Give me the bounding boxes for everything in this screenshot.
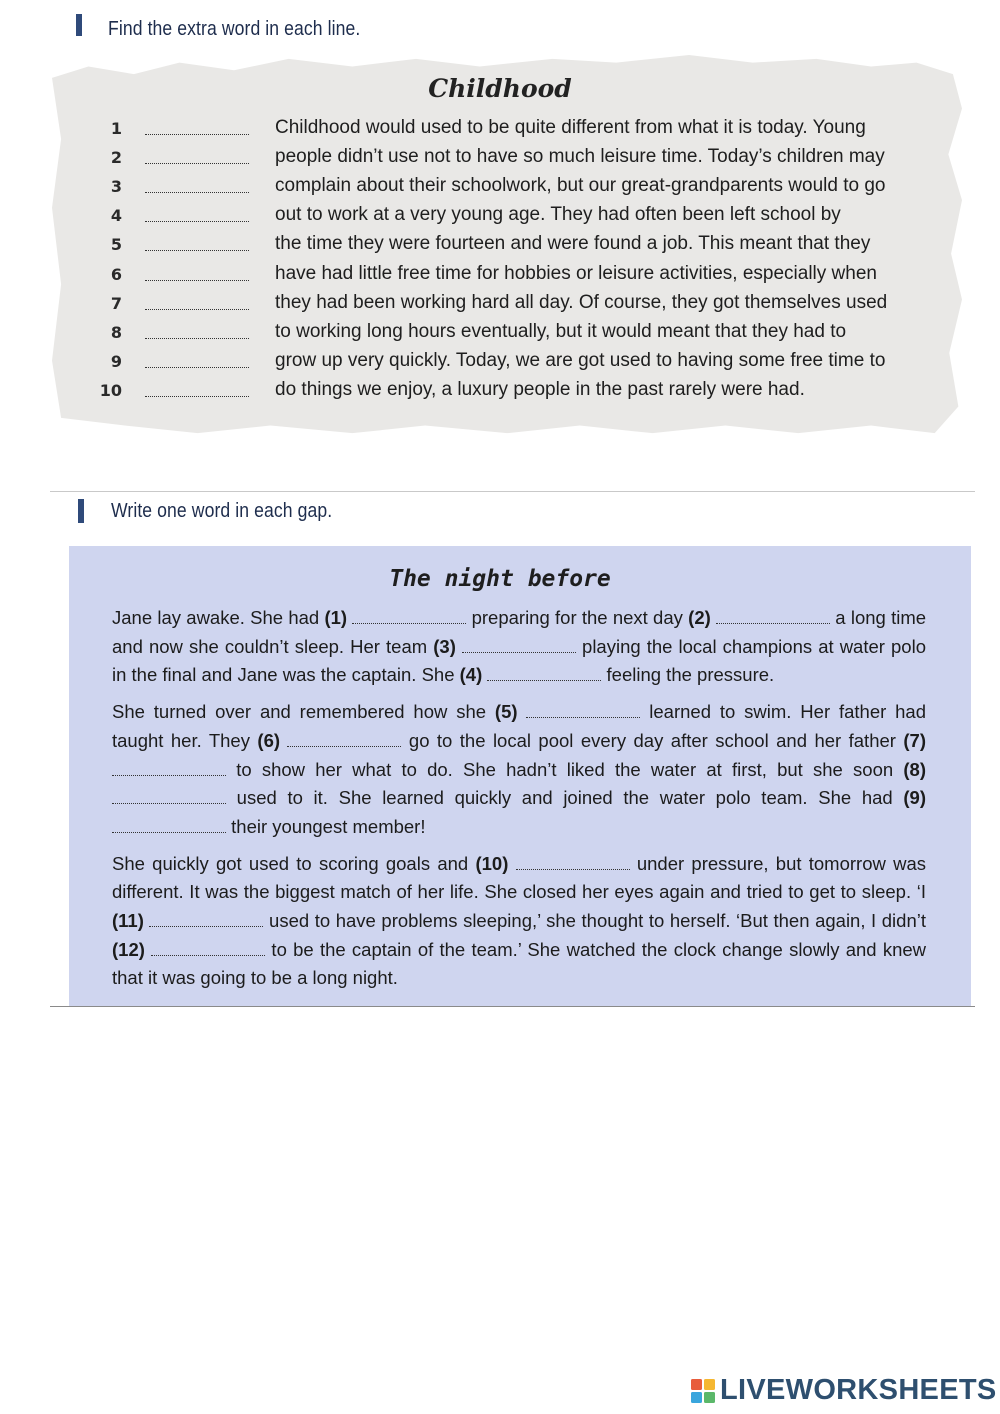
story-paragraph-3 [112, 850, 926, 994]
gap-number: (3) [433, 635, 456, 657]
answer-blank-5[interactable] [145, 250, 249, 251]
childhood-line [0, 348, 1000, 376]
answer-blank-9[interactable] [145, 367, 249, 368]
childhood-title: Childhood [428, 74, 572, 103]
line-number: 6 [110, 264, 122, 284]
logo-text: LIVEWORKSHEETS [720, 1374, 997, 1406]
section-i-marker [76, 14, 82, 36]
text-span: playing the local champions at water polo in the final and Jane was the captain. She [112, 635, 926, 686]
gap-1-input[interactable] [352, 609, 466, 624]
text-span: feeling the pressure. [601, 664, 775, 686]
logo-grid-icon [690, 1378, 716, 1404]
section-i-instruction: Find the extra word in each line. [108, 18, 361, 40]
line-text: have had little free time for hobbies or leisure activities, especially when [275, 262, 877, 284]
divider [50, 491, 975, 492]
night-before-title: The night before [389, 566, 611, 592]
story-paragraph-2 [112, 698, 926, 842]
childhood-line [0, 231, 1000, 259]
bottom-divider [50, 1006, 975, 1007]
gap-8-input[interactable] [112, 789, 226, 804]
text-span: used to it. She learned quickly and joined the water polo team. She had [226, 787, 904, 809]
childhood-line [0, 202, 1000, 230]
line-number: 8 [110, 322, 122, 342]
answer-blank-7[interactable] [145, 309, 249, 310]
answer-blank-2[interactable] [145, 163, 249, 164]
line-number: 5 [110, 235, 122, 255]
story-paragraph-1 [112, 604, 926, 690]
gap-number: (12) [112, 938, 145, 960]
answer-blank-1[interactable] [145, 134, 249, 135]
answer-blank-4[interactable] [145, 221, 249, 222]
gap-3-input[interactable] [462, 638, 576, 653]
line-number: 9 [110, 351, 122, 371]
gap-number: (4) [459, 664, 483, 686]
section-j-marker [78, 499, 84, 523]
gap-11-input[interactable] [149, 912, 263, 927]
answer-blank-8[interactable] [145, 338, 249, 339]
gap-9-input[interactable] [112, 818, 226, 833]
text-span: She quickly got used to scoring goals and [112, 852, 476, 874]
line-number: 10 [99, 380, 122, 400]
childhood-line [0, 144, 1000, 172]
gap-number: (6) [257, 729, 281, 751]
text-span: to show her what to do. She hadn’t liked the water at first, but she soon [226, 758, 904, 780]
text-span: go to the local pool every day after school and her father [401, 729, 904, 751]
gap-number: (1) [324, 607, 348, 628]
answer-blank-10[interactable] [145, 396, 249, 397]
line-text: grow up very quickly. Today, we are got used to having some free time to [275, 349, 886, 371]
line-text: out to work at a very young age. They had often been left school by [275, 204, 841, 226]
childhood-line [0, 377, 1000, 405]
gap-5-input[interactable] [526, 703, 640, 718]
childhood-line [0, 115, 1000, 143]
answer-blank-6[interactable] [145, 280, 249, 281]
gap-number: (9) [903, 787, 926, 809]
childhood-line [0, 173, 1000, 201]
gap-number: (11) [112, 910, 144, 932]
line-number: 3 [110, 177, 122, 197]
gap-4-input[interactable] [487, 666, 601, 681]
text-span: their youngest member! [226, 815, 426, 837]
line-number: 2 [110, 148, 122, 168]
text-span: a long time and now she couldn’t sleep. Her team [112, 607, 927, 657]
line-number: 7 [110, 293, 122, 313]
gap-6-input[interactable] [287, 732, 401, 747]
answer-blank-3[interactable] [145, 192, 249, 193]
line-text: complain about their schoolwork, but our great-grandparents would to go [275, 175, 886, 197]
gap-number: (7) [903, 729, 926, 751]
gap-12-input[interactable] [151, 941, 265, 956]
text-span: She turned over and remembered how she [112, 701, 495, 723]
text-span: learned to swim. Her father had taught her. They [112, 701, 926, 751]
text-span: Jane lay awake. She had [112, 607, 325, 628]
text-span: used to have problems sleeping,’ she thought to herself. ‘But then again, I didn’t [263, 910, 926, 932]
gap-number: (8) [903, 758, 926, 780]
gap-number: (10) [475, 852, 509, 874]
line-text: they had been working hard all day. Of course, they got themselves used [275, 291, 888, 313]
childhood-line [0, 319, 1000, 347]
line-text: people didn’t use not to have so much leisure time. Today’s children may [275, 146, 885, 168]
gap-7-input[interactable] [112, 761, 226, 776]
childhood-line [0, 290, 1000, 318]
line-number: 1 [110, 119, 122, 138]
gap-2-input[interactable] [716, 609, 830, 624]
text-span: under pressure, but tomorrow was different. It was the biggest match of her life. She closed her eyes again and tried to get to sleep. ‘I [112, 852, 926, 903]
childhood-line [0, 261, 1000, 289]
gap-number: (5) [494, 701, 518, 723]
line-text: Childhood would used to be quite different from what it is today. Young [275, 117, 866, 138]
section-j-instruction: Write one word in each gap. [111, 500, 333, 522]
text-span: to be the captain of the team.’ She watched the clock change slowly and knew that it was going to be a long night. [112, 938, 927, 989]
story-text [112, 604, 926, 1001]
line-text: the time they were fourteen and were found a job. This meant that they [275, 233, 871, 255]
text-span: preparing for the next day [466, 607, 689, 628]
gap-number: (2) [688, 607, 711, 628]
line-text: do things we enjoy, a luxury people in the past rarely were had. [275, 378, 805, 400]
line-text: to working long hours eventually, but it would meant that they had to [275, 320, 847, 342]
gap-10-input[interactable] [516, 855, 630, 870]
line-number: 4 [110, 206, 122, 226]
